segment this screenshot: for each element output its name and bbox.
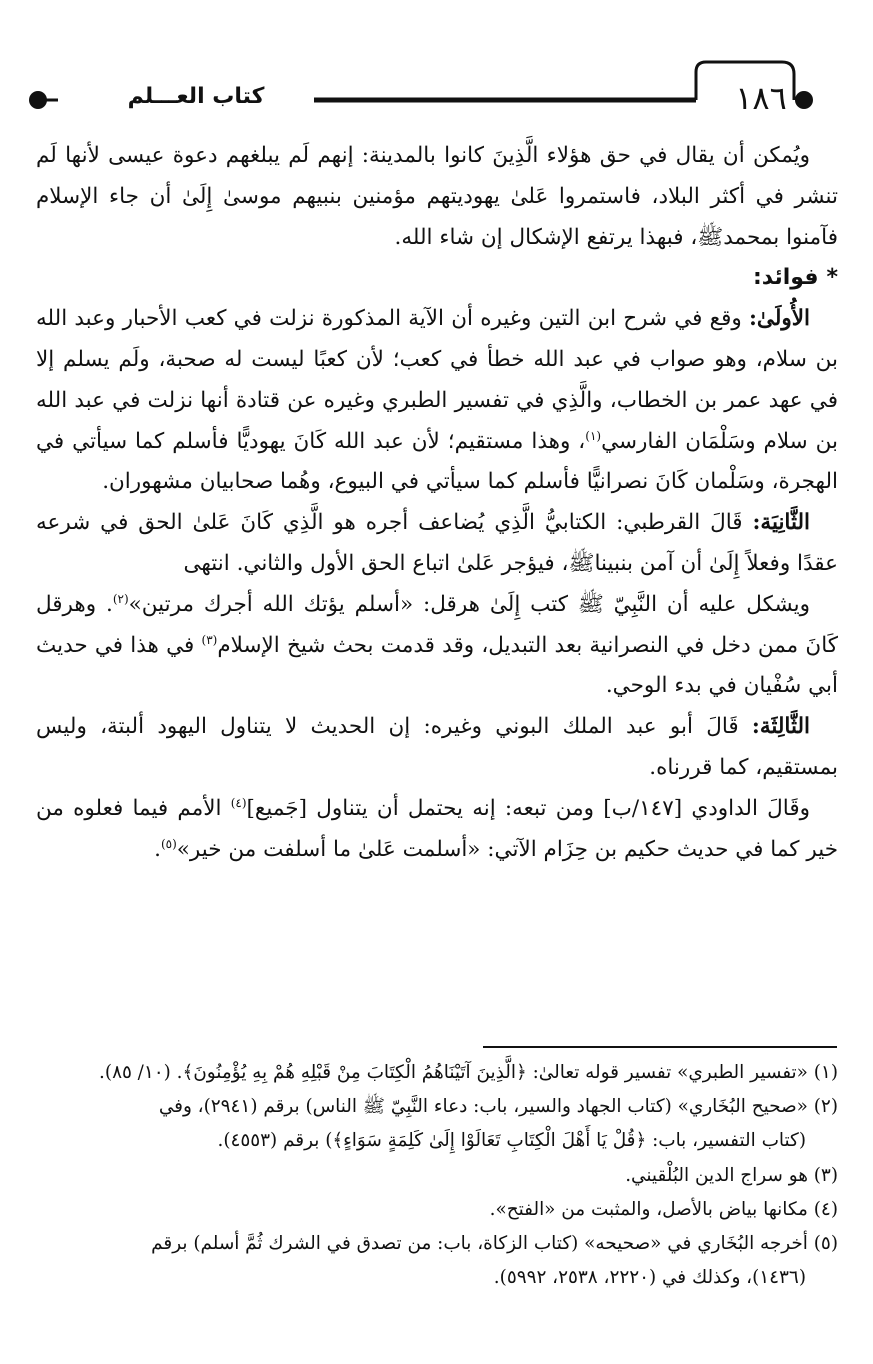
- section-heading-text: فوائد:: [752, 265, 819, 291]
- dawudi-text-1: وقَالَ الداودي [١٤٧/ب] ومن تبعه: إنه يحتمل أن يتناول [جَميع]: [246, 795, 810, 821]
- footnote-ref-2: (٢): [112, 591, 129, 606]
- footnotes: [36, 1056, 838, 1295]
- footnote-5-line-1: (٥) أخرجه البُخَاري في «صحيحه» (كتاب الزكاة، باب: من تصدق في الشرك ثُمَّ أسلم) برقم: [151, 1233, 838, 1255]
- footnote-ref-1: (١): [585, 428, 602, 443]
- first-benefit-text: وقع في شرح ابن التين وغيره أن الآية المذكورة نزلت في كعب الأحبار وعبد الله بن سلام، وهو صواب في عبد الله خطأ في كعب؛ لأن كعبًا ليست له صحبة، ولَم يسلم إلا في عهد عمر بن الخطاب، والَّذِي في تفسير الطبري وغيره عن قتادة أنها نزلت في عبد الله بن سلام وسَلْمَان الفارسي: [36, 306, 838, 454]
- footnote-4: (٤) مكانها بياض بالأصل، والمثبت من «الفتح».: [489, 1198, 838, 1220]
- footnote-1: (١) «تفسير الطبري» تفسير قوله تعالىٰ: ﴿الَّذِينَ آتَيْنَاهُمُ الْكِتَابَ مِنْ قَبْلِهِ هُمْ بِهِ يُؤْمِنُونَ﴾. (١٠/ ٨٥).: [99, 1062, 838, 1083]
- paragraph-first-benefit: [36, 299, 838, 503]
- footnote-ref-3: (٣): [201, 632, 218, 647]
- paragraph-intro: [36, 136, 838, 258]
- footnote-ref-4: (٤): [230, 795, 247, 810]
- paragraph-second-benefit: [36, 503, 838, 585]
- third-benefit-text: قَالَ أبو عبد الملك البوني وغيره: إن الحديث لا يتناول اليهود ألبتة، وليس بمستقيم، كما قررناه.: [36, 714, 838, 780]
- main-text: [36, 136, 838, 870]
- star-icon: *: [826, 265, 838, 291]
- footnote-separator: [483, 1046, 837, 1048]
- book-title: كتاب العـــلم: [127, 84, 265, 109]
- intro-line-3: الإسلام فآمنوا بمحمدﷺ، فبهذا يرتفع الإشكال إن شاء الله.: [36, 183, 838, 250]
- objection-text-3: في هذا في حديث أبي سُفْيان في بدء الوحي.: [36, 632, 838, 699]
- intro-line-1: ويُمكن أن يقال في حق هؤلاء الَّذِينَ كانوا بالمدينة: إنهم لَم يبلغهم دعوة عيسى: [108, 143, 810, 168]
- footnote-2-line-2: (كتاب التفسير، باب: ﴿قُلْ يَا أَهْلَ الْكِتَابِ تَعَالَوْا إِلَىٰ كَلِمَةٍ سَوَاءٍ﴾) برقم (٤٥٥٣).: [217, 1130, 806, 1152]
- paragraph-objection: [36, 585, 838, 707]
- first-benefit-lead: الأُولَىٰ:: [748, 306, 810, 332]
- footnote-2-line-1: (٢) «صحيح البُخَاري» (كتاب الجهاد والسير، باب: دعاء النَّبِيّ ﷺ الناس) برقم (٢٩٤١)، وفي: [158, 1096, 838, 1118]
- paragraph-third-benefit: [36, 707, 838, 789]
- page-header: [24, 58, 824, 136]
- second-benefit-text: قَالَ القرطبي: الكتابيُّ الَّذِي يُضاعف أجره هو الَّذِي كَانَ عَلىٰ الحق في شرعه عقدًا وفعلاً إِلَىٰ أن آمن بنبيناﷺ، فيؤجر عَلىٰ اتباع الحق الأول والثاني. انتهى: [36, 510, 838, 576]
- page-number: ١٨٦: [735, 79, 787, 117]
- footnote-3: (٣) هو سراج الدين البُلْقيني.: [625, 1164, 838, 1186]
- footnote-5-line-2: (١٤٣٦)، وكذلك في (٢٢٢٠، ٢٥٣٨، ٥٩٩٢).: [493, 1267, 806, 1289]
- dawudi-text-2: الأمم فيما فعلوه من خير كما في حديث حكيم بن حِزَام الآتي: «أسلمت عَلىٰ ما أسلفت من خير»: [36, 795, 838, 862]
- section-heading-fawaid: [36, 258, 838, 299]
- paragraph-dawudi: [36, 789, 838, 871]
- dawudi-text-3: .: [154, 836, 161, 862]
- objection-text-2: . وهرقل كَانَ ممن دخل في النصرانية بعد التبديل، وقد قدمت بحث شيخ الإسلام: [36, 591, 838, 658]
- footnote-ref-5: (٥): [160, 836, 177, 851]
- first-benefit-text-after: ، وهذا مستقيم؛ لأن عبد الله كَانَ يهوديًّا فأسلم كما سيأتي في الهجرة، وسَلْمان كَانَ نصرانيًّا فأسلم كما سيأتي في البيوع، وهُما صحابيان مشهوران.: [36, 428, 838, 495]
- left-dot-ornament: [29, 91, 47, 109]
- third-benefit-lead: الثَّالِثَة:: [751, 714, 810, 740]
- intro-line-2: لأنها لَم تنشر في أكثر البلاد، فاستمروا عَلىٰ يهوديتهم مؤمنين بنبيهم موسىٰ إِلَىٰ أن جاء: [36, 143, 838, 209]
- second-benefit-lead: الثَّانِيَة:: [752, 510, 810, 536]
- objection-text-1: ويشكل عليه أن النَّبِيّ ﷺ كتب إِلَىٰ هرقل: «أسلم يؤتك الله أجرك مرتين»: [128, 591, 811, 617]
